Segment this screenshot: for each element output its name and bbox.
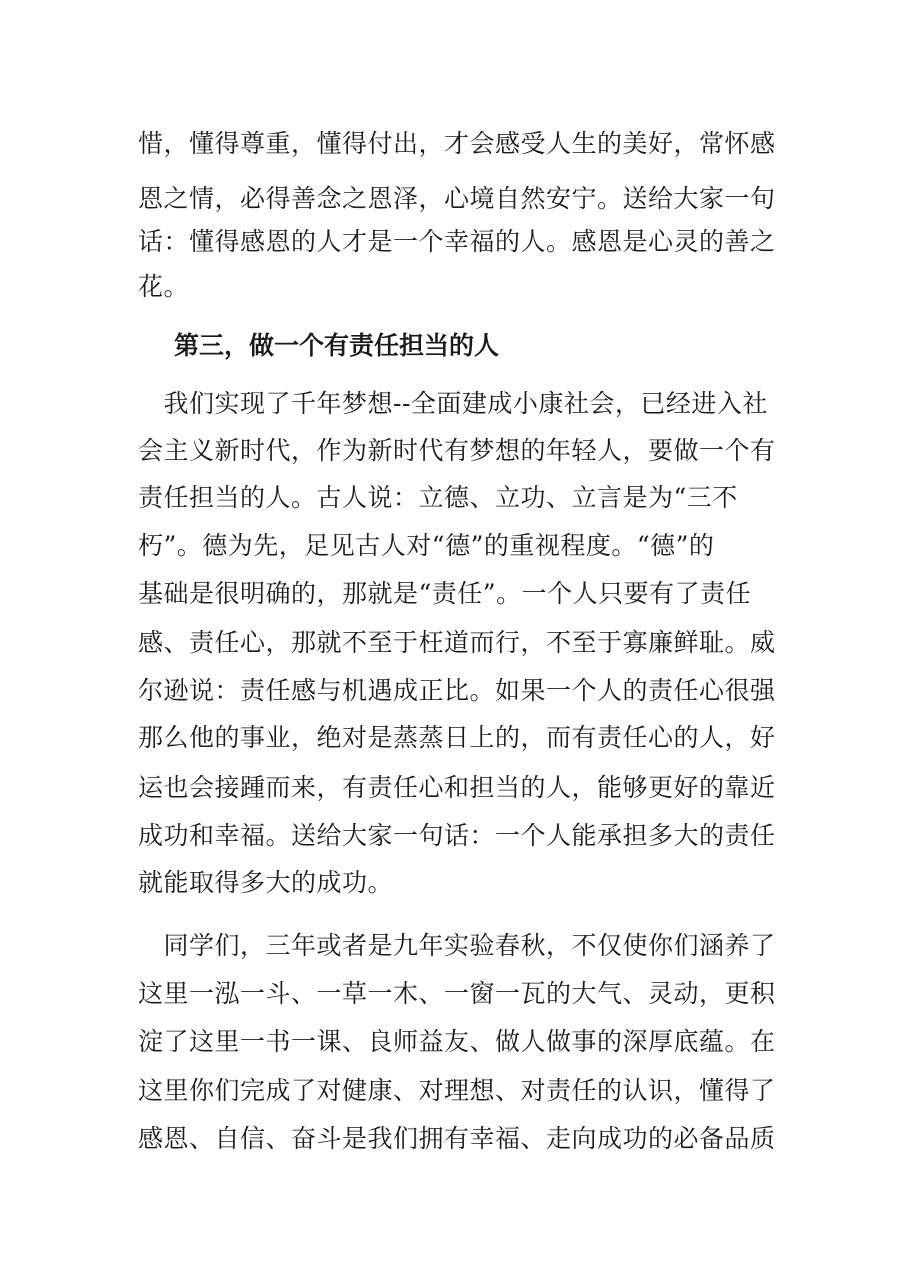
paragraph-2-line-7: 尔逊说：责任感与机遇成正比。如果一个人的责任心很强 — [138, 676, 776, 705]
paragraph-2-line-10: 成功和幸福。送给大家一句话：一个人能承担多大的责任 — [138, 821, 776, 850]
paragraph-2-line-2: 会主义新时代，作为新时代有梦想的年轻人，要做一个有 — [138, 436, 776, 465]
paragraph-1-line-1: 惜，懂得尊重，懂得付出，才会感受人生的美好，常怀感 — [138, 129, 776, 158]
paragraph-2-line-6: 感、责任心，那就不至于枉道而行，不至于寡廉鲜耻。威 — [138, 628, 776, 657]
paragraph-2-line-3: 责任担当的人。古人说：立德、立功、立言是为“三不 — [138, 483, 738, 512]
paragraph-1-line-2: 恩之情，必得善念之恩泽，心境自然安宁。送给大家一句 — [138, 184, 776, 213]
paragraph-1-line-3: 话：懂得感恩的人才是一个幸福的人。感恩是心灵的善之 — [138, 227, 776, 256]
paragraph-3-line-4: 这里你们完成了对健康、对理想、对责任的认识，懂得了 — [138, 1076, 776, 1105]
paragraph-2-line-9: 运也会接踵而来，有责任心和担当的人，能够更好的靠近 — [138, 773, 776, 802]
paragraph-3-line-2: 这里一泓一斗、一草一木、一窗一瓦的大气、灵动，更积 — [138, 979, 776, 1008]
paragraph-3-line-3: 淀了这里一书一课、良师益友、做人做事的深厚底蕴。在 — [138, 1027, 776, 1056]
paragraph-2-line-11: 就能取得多大的成功。 — [138, 868, 394, 897]
paragraph-2-line-5: 基础是很明确的，那就是“责任”。一个人只要有了责任 — [138, 579, 752, 608]
paragraph-2-line-8: 那么他的事业，绝对是蒸蒸日上的，而有责任心的人，好 — [138, 723, 776, 752]
paragraph-2-line-4: 朽”。德为先，足见古人对“德”的重视程度。“德”的 — [138, 531, 715, 560]
paragraph-3-line-5: 感恩、自信、奋斗是我们拥有幸福、走向成功的必备品质 — [138, 1124, 776, 1153]
paragraph-2-line-1: 我们实现了千年梦想--全面建成小康社会，已经进入社 — [138, 389, 768, 418]
paragraph-3-line-1: 同学们，三年或者是九年实验春秋，不仅使你们涵养了 — [138, 931, 776, 960]
section-heading: 第三，做一个有责任担当的人 — [174, 331, 500, 360]
paragraph-1-line-4: 花。 — [138, 272, 190, 301]
